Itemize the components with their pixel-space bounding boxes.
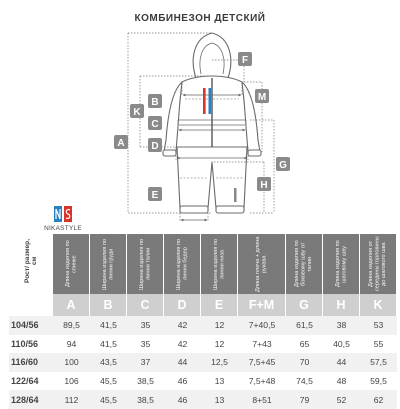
label-e: E xyxy=(151,190,159,201)
col-header-fm xyxy=(238,234,286,294)
value-cell: 7,5+48 xyxy=(248,376,276,387)
label-g: G xyxy=(279,160,287,171)
col-header-d xyxy=(164,234,201,294)
value-cell: 46 xyxy=(164,390,201,409)
value-cell: 44 xyxy=(323,353,360,372)
size-corner-header xyxy=(9,234,53,294)
marker-a xyxy=(114,135,128,149)
value-cell: 55 xyxy=(373,338,384,349)
marker-k xyxy=(130,104,144,118)
nikastyle-logo-icon xyxy=(54,206,72,222)
table-row xyxy=(9,353,397,372)
size-cell: 110/56 xyxy=(11,338,39,349)
col-header-g-text: Длина изделия по боковому шву от талии xyxy=(294,240,314,288)
value-cell: 42 xyxy=(177,338,188,349)
marker-g xyxy=(276,157,290,171)
size-cell: 116/60 xyxy=(9,353,53,372)
value-cell: 7,5+45 xyxy=(238,353,286,372)
col-header-k xyxy=(360,234,397,294)
value-cell: 43,5 xyxy=(90,353,127,372)
marker-h xyxy=(257,177,271,191)
value-cell: 42 xyxy=(164,316,201,335)
value-cell: 53 xyxy=(360,316,397,335)
value-cell: 7+43 xyxy=(252,338,272,349)
col-header-a-text: Длина изделия по спинке xyxy=(64,240,77,288)
col-header-e xyxy=(201,234,238,294)
letter-c: C xyxy=(127,294,164,316)
col-header-c xyxy=(127,234,164,294)
value-cell: 112 xyxy=(53,390,90,409)
value-cell: 70 xyxy=(286,353,323,372)
marker-m xyxy=(255,89,269,103)
marker-f xyxy=(238,52,252,66)
value-cell: 12 xyxy=(201,316,238,335)
size-table xyxy=(9,234,397,409)
value-cell: 35 xyxy=(140,338,151,349)
blue-zipper-pull xyxy=(209,88,212,114)
letter-b: B xyxy=(90,294,127,316)
col-header-a xyxy=(53,234,90,294)
label-k: K xyxy=(133,107,141,118)
value-cell: 12 xyxy=(214,338,225,349)
value-cell: 65 xyxy=(299,338,310,349)
value-cell: 37 xyxy=(127,353,164,372)
label-b: B xyxy=(151,97,159,108)
letter-k: K xyxy=(360,294,397,316)
value-cell: 48 xyxy=(336,376,347,387)
label-f: F xyxy=(241,55,249,66)
table-row xyxy=(9,316,397,335)
value-cell: 8+51 xyxy=(238,390,286,409)
label-c: C xyxy=(151,119,159,130)
letter-g: G xyxy=(286,294,323,316)
marker-b xyxy=(148,94,162,108)
value-cell: 89,5 xyxy=(53,316,90,335)
value-cell: 94 xyxy=(66,338,77,349)
value-cell: 61,5 xyxy=(286,316,323,335)
size-cell: 122/64 xyxy=(11,376,39,387)
label-d: D xyxy=(151,141,159,152)
value-cell: 79 xyxy=(286,390,323,409)
letter-row xyxy=(9,294,397,316)
marker-d xyxy=(148,138,162,152)
marker-c xyxy=(148,116,162,130)
value-cell: 106 xyxy=(64,376,79,387)
value-cell: 41,5 xyxy=(100,338,117,349)
value-cell: 38 xyxy=(323,316,360,335)
label-m: M xyxy=(257,92,267,103)
marker-e xyxy=(148,187,162,201)
col-header-g xyxy=(286,234,323,294)
letter-fm: F+M xyxy=(238,294,286,316)
value-cell: 12,5 xyxy=(201,353,238,372)
label-a: A xyxy=(117,138,125,149)
table-row xyxy=(9,372,397,391)
value-cell: 35 xyxy=(127,316,164,335)
value-cell: 74,5 xyxy=(296,376,313,387)
header-row xyxy=(9,234,397,294)
value-cell: 13 xyxy=(214,376,225,387)
value-cell: 40,5 xyxy=(333,338,350,349)
value-cell: 13 xyxy=(201,390,238,409)
value-cell: 41,5 xyxy=(90,316,127,335)
brand-name: NIKASTYLE xyxy=(44,225,82,232)
letter-a: A xyxy=(53,294,90,316)
brand-logo xyxy=(34,206,92,236)
value-cell: 38,5 xyxy=(137,376,154,387)
value-cell: 46 xyxy=(177,376,188,387)
table-row xyxy=(9,335,397,354)
value-cell: 59,5 xyxy=(370,376,387,387)
col-header-b-text: Ширина изделия по линии груди xyxy=(101,238,114,290)
letter-d: D xyxy=(164,294,201,316)
col-header-h xyxy=(323,234,360,294)
value-cell: 62 xyxy=(360,390,397,409)
col-header-fm-text: Длина плеча + длина рукава xyxy=(255,236,268,292)
value-cell: 38,5 xyxy=(127,390,164,409)
col-header-h-text: Длина изделия по шаговому шву xyxy=(334,240,347,288)
value-cell: 45,5 xyxy=(90,390,127,409)
red-zipper-pull xyxy=(203,88,206,114)
col-header-d-text: Ширина изделия по линии бедер xyxy=(175,238,188,290)
col-header-k-text: Длина изделия от середины горловины до шагового шва xyxy=(368,236,388,292)
size-cell: 104/56 xyxy=(9,316,53,335)
col-header-c-text: Ширина изделия по линии талии xyxy=(138,238,151,290)
letter-e: E xyxy=(201,294,238,316)
value-cell: 100 xyxy=(53,353,90,372)
letter-h: H xyxy=(323,294,360,316)
value-cell: 7+40,5 xyxy=(238,316,286,335)
value-cell: 52 xyxy=(323,390,360,409)
value-cell: 45,5 xyxy=(100,376,117,387)
corner-label: Рост/ размер, см xyxy=(24,238,38,284)
col-header-b xyxy=(90,234,127,294)
letter-corner xyxy=(9,294,53,316)
col-header-e-text: Ширина изделия по линии низа xyxy=(212,238,225,290)
value-cell: 57,5 xyxy=(360,353,397,372)
size-cell: 128/64 xyxy=(9,390,53,409)
value-cell: 44 xyxy=(164,353,201,372)
label-h: H xyxy=(260,180,268,191)
page-title: КОМБИНЕЗОН ДЕТСКИЙ xyxy=(134,13,266,24)
